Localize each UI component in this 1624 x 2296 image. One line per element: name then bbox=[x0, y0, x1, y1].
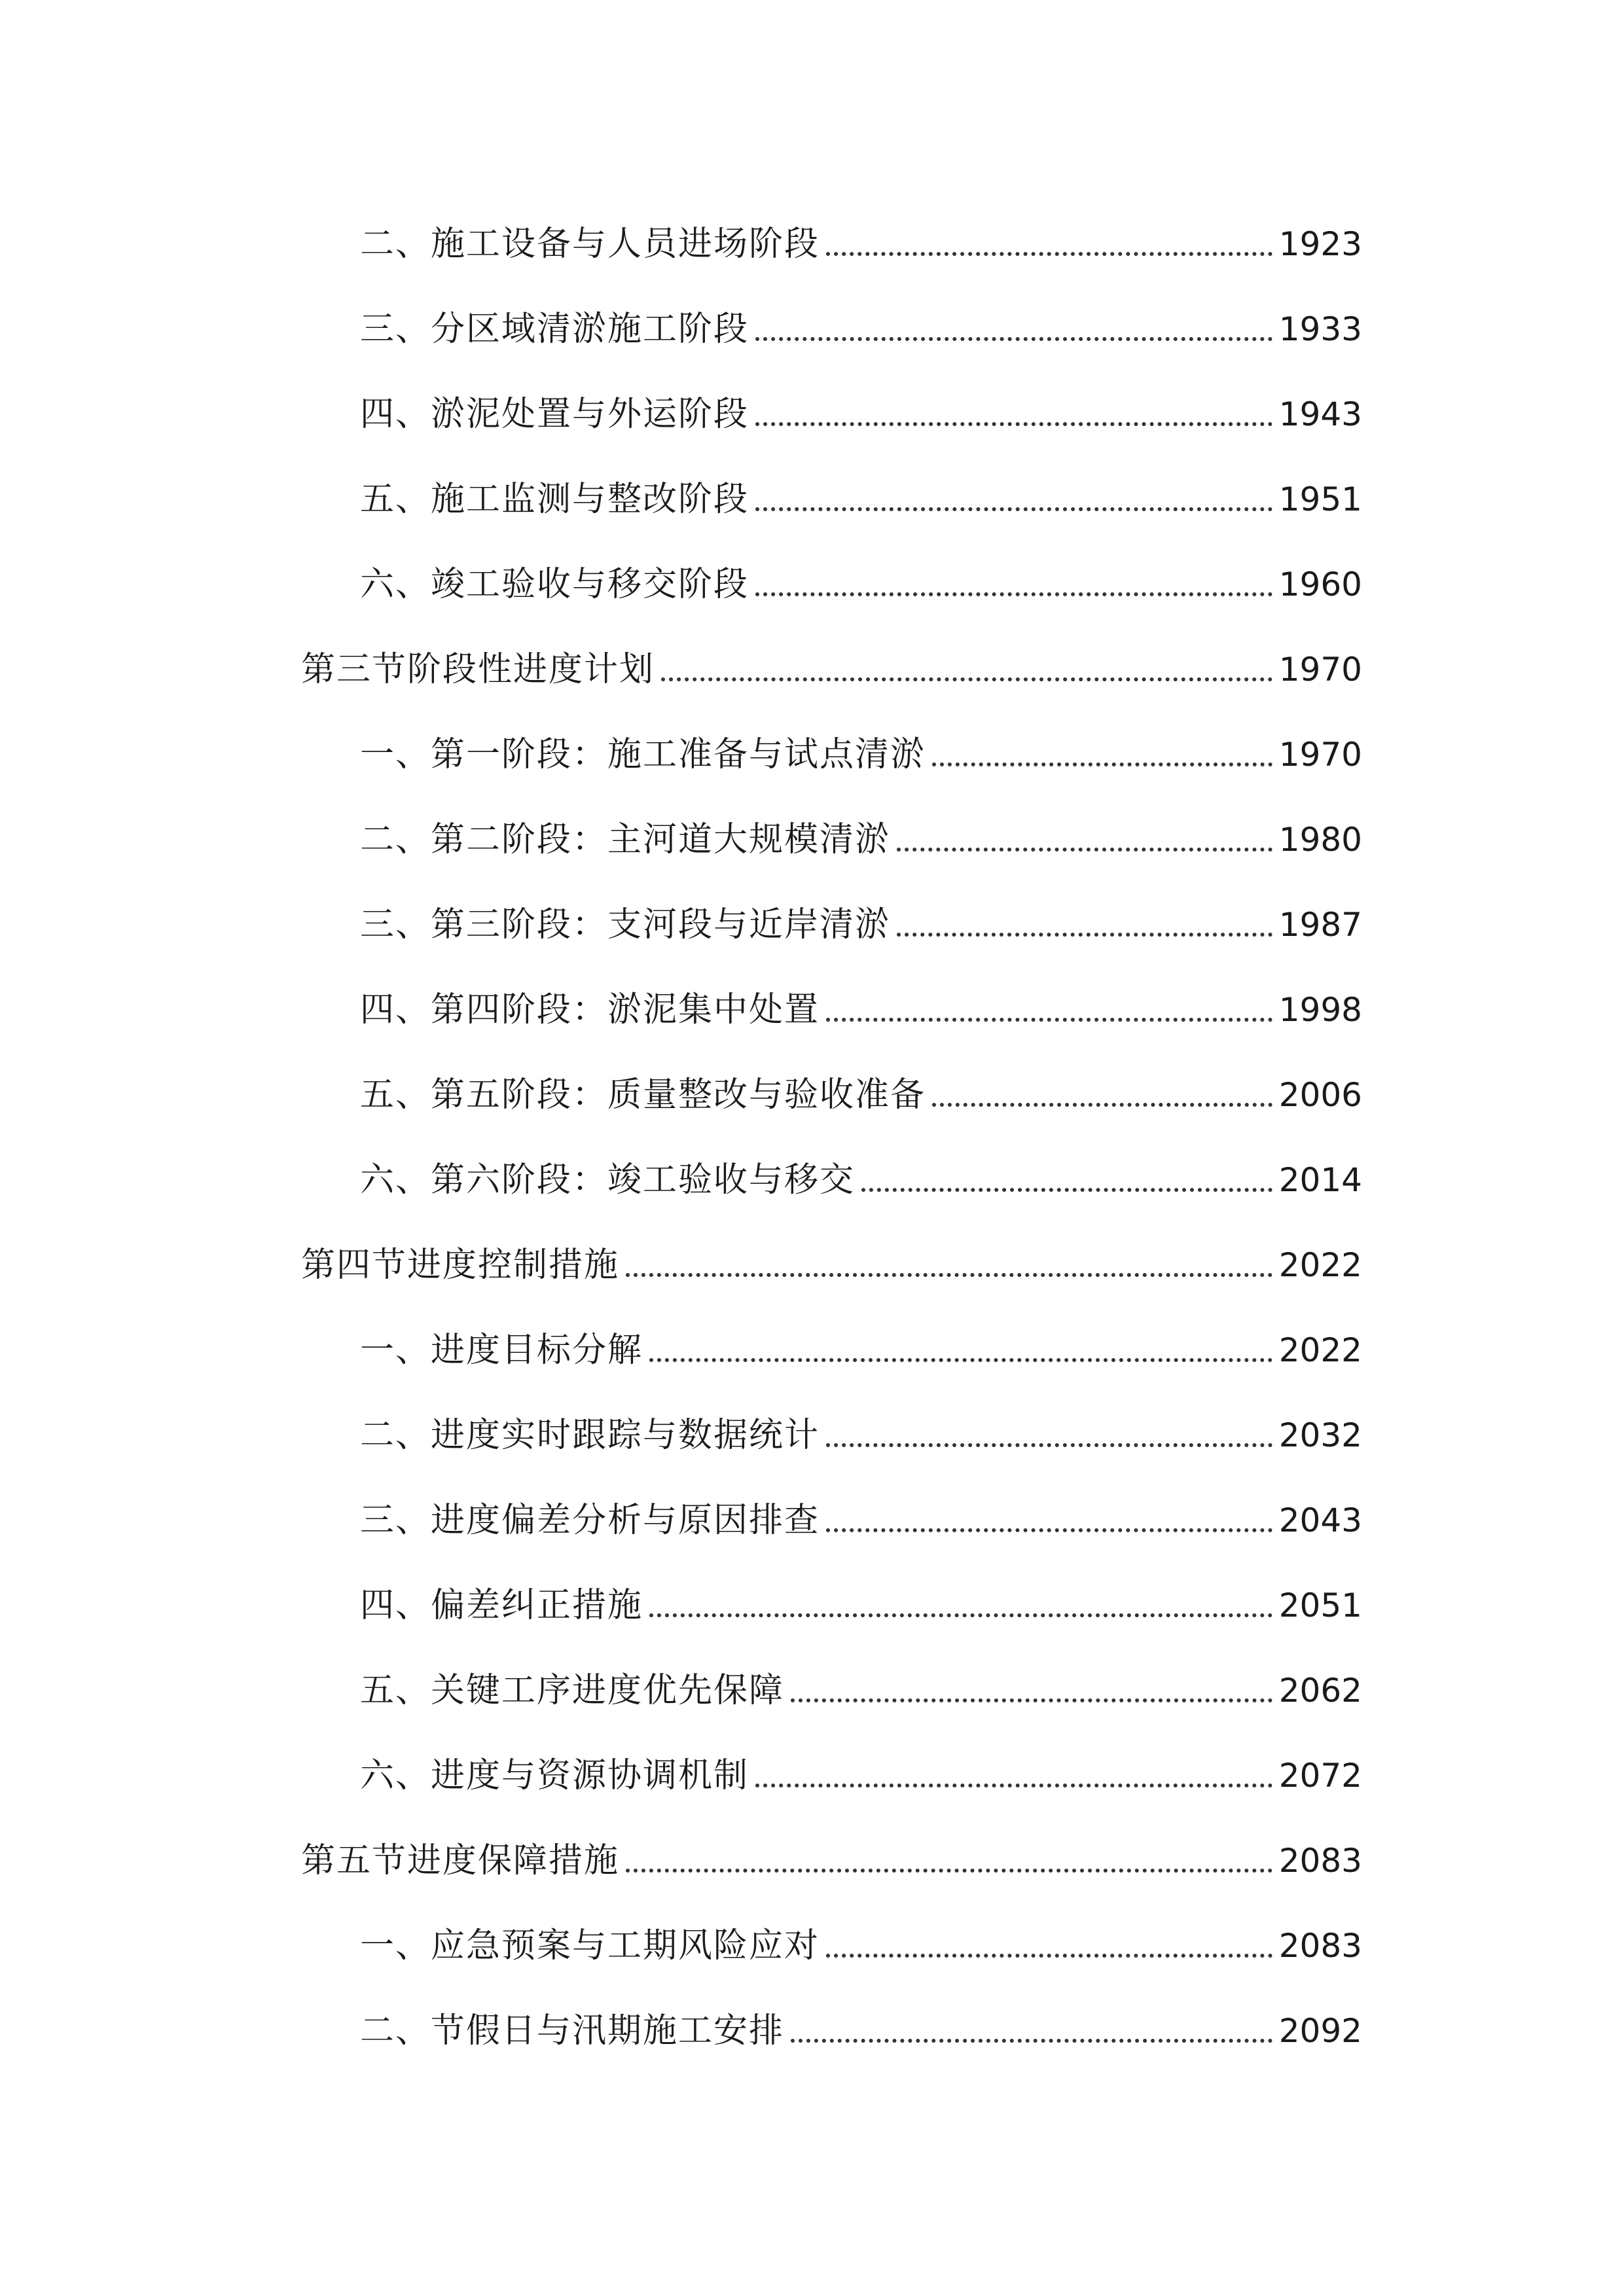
toc-entry[interactable] bbox=[360, 468, 1362, 520]
toc-entry-title: 第五节进度保障措施 bbox=[301, 1841, 620, 1880]
toc-entry[interactable] bbox=[360, 1064, 1362, 1116]
dot-leader bbox=[661, 677, 1272, 681]
toc-entry-page: 1943 bbox=[1278, 395, 1362, 433]
toc-entry[interactable] bbox=[301, 1829, 1362, 1882]
toc-entry-title: 二、施工设备与人员进场阶段 bbox=[360, 224, 820, 264]
dot-leader bbox=[826, 1443, 1272, 1447]
dot-leader bbox=[755, 592, 1272, 596]
toc-entry-title: 二、第二阶段：主河道大规模清淤 bbox=[360, 820, 891, 859]
toc-entry[interactable] bbox=[360, 893, 1362, 946]
toc-entry[interactable] bbox=[360, 1659, 1362, 1712]
toc-entry-page: 2083 bbox=[1278, 1842, 1362, 1880]
toc-entry-title: 一、第一阶段：施工准备与试点清淤 bbox=[360, 735, 926, 774]
toc-entry-page: 2022 bbox=[1278, 1246, 1362, 1284]
toc-entry-page: 2014 bbox=[1278, 1161, 1362, 1199]
toc-entry[interactable] bbox=[360, 298, 1362, 350]
dot-leader bbox=[826, 1954, 1272, 1958]
toc-entry[interactable] bbox=[360, 1744, 1362, 1797]
toc-entry[interactable] bbox=[360, 383, 1362, 435]
toc-entry-page: 1933 bbox=[1278, 310, 1362, 348]
dot-leader bbox=[755, 1784, 1272, 1787]
toc-entry-title: 二、节假日与汛期施工安排 bbox=[360, 2011, 785, 2051]
toc-entry[interactable] bbox=[360, 1914, 1362, 1967]
toc-entry-page: 1970 bbox=[1278, 651, 1362, 689]
toc-entry[interactable] bbox=[301, 1234, 1362, 1286]
toc-entry-page: 1923 bbox=[1278, 225, 1362, 263]
toc-entry-title: 六、第六阶段：竣工验收与移交 bbox=[360, 1160, 856, 1200]
toc-entry-title: 六、进度与资源协调机制 bbox=[360, 1756, 749, 1795]
dot-leader bbox=[791, 2039, 1272, 2043]
dot-leader bbox=[861, 1188, 1272, 1192]
toc-entry-title: 三、进度偏差分析与原因排查 bbox=[360, 1501, 820, 1540]
dot-leader bbox=[826, 1018, 1272, 1022]
toc-entry[interactable] bbox=[360, 1404, 1362, 1456]
toc-entry-title: 三、分区域清淤施工阶段 bbox=[360, 310, 749, 349]
dot-leader bbox=[755, 507, 1272, 511]
dot-leader bbox=[932, 1103, 1272, 1107]
toc-entry-page: 1987 bbox=[1278, 906, 1362, 944]
dot-leader bbox=[626, 1869, 1272, 1873]
toc-entry[interactable] bbox=[360, 1489, 1362, 1541]
toc-entry[interactable] bbox=[360, 1319, 1362, 1371]
dot-leader bbox=[897, 848, 1272, 852]
toc-entry-page: 2083 bbox=[1278, 1927, 1362, 1965]
toc-entry-page: 2051 bbox=[1278, 1587, 1362, 1624]
toc-entry-page: 1970 bbox=[1278, 736, 1362, 774]
toc-entry-title: 五、关键工序进度优先保障 bbox=[360, 1671, 785, 1710]
toc-entry-title: 第三节阶段性进度计划 bbox=[301, 650, 655, 689]
toc-entry-title: 四、第四阶段：淤泥集中处置 bbox=[360, 990, 820, 1030]
toc-entry[interactable] bbox=[360, 978, 1362, 1031]
toc-entry-title: 二、进度实时跟踪与数据统计 bbox=[360, 1416, 820, 1455]
toc-entry-title: 五、施工监测与整改阶段 bbox=[360, 480, 749, 519]
toc-entry-title: 一、进度目标分解 bbox=[360, 1331, 643, 1370]
dot-leader bbox=[626, 1273, 1272, 1277]
toc-entry-title: 四、偏差纠正措施 bbox=[360, 1586, 643, 1625]
toc-entry-page: 2062 bbox=[1278, 1672, 1362, 1710]
toc-entry-title: 四、淤泥处置与外运阶段 bbox=[360, 395, 749, 434]
dot-leader bbox=[932, 762, 1272, 766]
toc-entry-page: 2092 bbox=[1278, 2012, 1362, 2050]
toc-entry[interactable] bbox=[360, 723, 1362, 776]
toc-entry[interactable] bbox=[360, 1574, 1362, 1626]
toc-entry[interactable] bbox=[360, 808, 1362, 861]
toc-entry[interactable] bbox=[301, 638, 1362, 691]
toc-entry-page: 1960 bbox=[1278, 565, 1362, 603]
dot-leader bbox=[897, 933, 1272, 937]
toc-entry-page: 2032 bbox=[1278, 1416, 1362, 1454]
dot-leader bbox=[649, 1613, 1272, 1617]
toc-entry[interactable] bbox=[360, 553, 1362, 605]
toc-entry-title: 第四节进度控制措施 bbox=[301, 1246, 620, 1285]
toc-entry[interactable] bbox=[360, 2000, 1362, 2052]
toc-entry-title: 一、应急预案与工期风险应对 bbox=[360, 1926, 820, 1965]
toc-entry-title: 五、第五阶段：质量整改与验收准备 bbox=[360, 1075, 926, 1115]
toc-entry-title: 三、第三阶段：支河段与近岸清淤 bbox=[360, 905, 891, 944]
toc-entry-page: 1980 bbox=[1278, 821, 1362, 859]
toc-entry[interactable] bbox=[360, 1149, 1362, 1201]
dot-leader bbox=[826, 252, 1272, 256]
toc-entry-page: 2043 bbox=[1278, 1501, 1362, 1539]
toc-entry-page: 1951 bbox=[1278, 480, 1362, 518]
toc-entry-page: 2072 bbox=[1278, 1757, 1362, 1795]
toc-entry-page: 2006 bbox=[1278, 1076, 1362, 1114]
dot-leader bbox=[791, 1698, 1272, 1702]
toc-entry-page: 2022 bbox=[1278, 1331, 1362, 1369]
dot-leader bbox=[826, 1528, 1272, 1532]
dot-leader bbox=[755, 422, 1272, 426]
toc-entry[interactable] bbox=[360, 213, 1362, 265]
toc-entry-page: 1998 bbox=[1278, 991, 1362, 1029]
toc-entry-title: 六、竣工验收与移交阶段 bbox=[360, 565, 749, 604]
dot-leader bbox=[755, 337, 1272, 341]
dot-leader bbox=[649, 1358, 1272, 1362]
